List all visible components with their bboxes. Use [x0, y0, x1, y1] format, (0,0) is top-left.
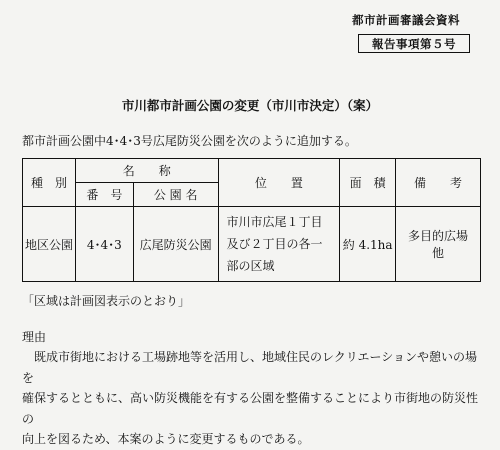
header-area: 面 積 [340, 159, 396, 207]
cell-type: 地区公園 [23, 207, 76, 282]
park-table [22, 158, 481, 282]
cell-remarks: 多目的広場 他 [396, 207, 481, 282]
cell-area: 約 4.1ha [340, 207, 396, 282]
header-park-name: 公 園 名 [133, 183, 218, 207]
header-name: 名 称 [75, 159, 218, 183]
reason-line: 既成市街地における工場跡地等を活用し、地域住民のレクリエーションや憩いの場を [22, 350, 478, 385]
table-row [23, 207, 481, 282]
header-type: 種 別 [23, 159, 76, 207]
intro-text: 都市計画公園中4･4･3号広尾防災公園を次のように追加する。 [22, 134, 357, 148]
report-number-box: 報告事項第５号 [358, 34, 470, 53]
area-note: 「区域は計画図表示のとおり」 [22, 294, 191, 308]
location-line: 部の区域 [226, 259, 275, 273]
reason-heading: 理由 [22, 330, 47, 344]
reason-line: 確保するとともに、高い防災機能を有する公園を整備することにより市街地の防災性の [22, 391, 479, 426]
cell-park-name: 広尾防災公園 [133, 207, 218, 282]
cell-location [218, 207, 340, 282]
header-remarks: 備 考 [396, 159, 481, 207]
location-line: 及び２丁目の各一 [226, 237, 323, 251]
header-location: 位 置 [218, 159, 340, 207]
document-title: 市川都市計画公園の変更（市川市決定）（案） [121, 98, 379, 113]
header-number: 番 号 [75, 183, 133, 207]
reason-body [22, 347, 480, 450]
location-line: 市川市広尾１丁目 [226, 215, 323, 229]
cell-number: 4･4･3 [75, 207, 133, 282]
document-label: 都市計画審議会資料 [352, 13, 460, 27]
reason-line: 向上を図るため、本案のように変更するものである。 [22, 432, 310, 446]
